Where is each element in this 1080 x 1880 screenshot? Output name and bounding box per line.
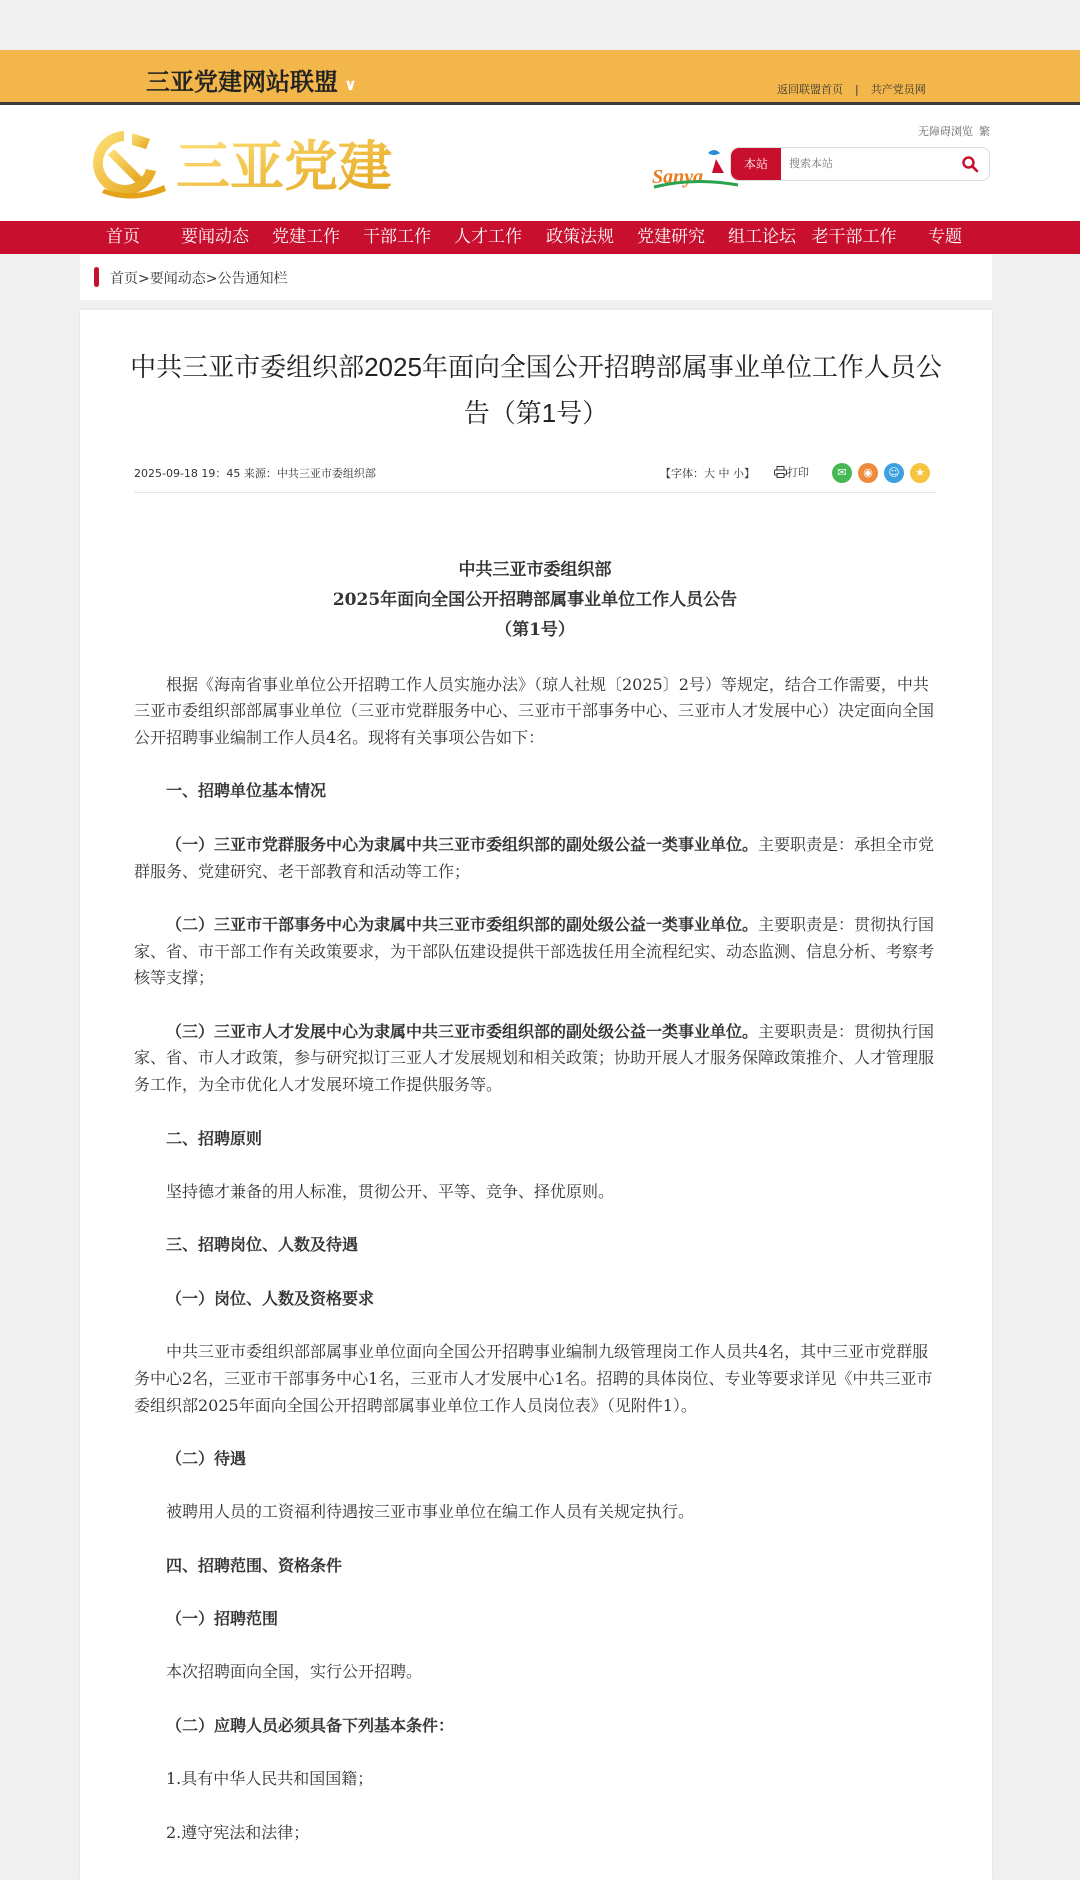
svg-text:三亚党建: 三亚党建 [176,134,392,198]
sanya-logo [650,145,742,191]
font-size-control[interactable]: 【字体：大 中 小】 [660,467,755,480]
article-heading-line: 中共三亚市委组织部 [458,560,612,580]
svg-text:Sanya: Sanya [652,166,704,188]
paragraph: 被聘用人员的工资福利待遇按三亚市事业单位在编工作人员有关规定执行。 [166,1502,695,1522]
nav-cadre-work[interactable]: 干部工作 [363,227,431,247]
traditional-chinese-link[interactable]: 繁 [979,125,990,138]
nav-talent-work[interactable]: 人才工作 [454,227,522,247]
breadcrumb-notices[interactable]: 公告通知栏 [217,271,288,287]
section-title: 一、招聘单位基本情况 [166,781,327,801]
print-button[interactable] [774,464,809,480]
intro-paragraph: 根据《海南省事业单位公开招聘工作人员实施办法》（琼人社规〔2025〕2号）等规定，结合工作需要，中共三亚市委组织部部属事业单位（三亚市党群服务中心、三亚市干部事务中心、三亚市人才发展中心）决定面向全国公开招聘事业编制工作人员4名。现将有关事项公告如下： [134,674,935,748]
paragraph-text: 主要职责是：承担全市党群服务、党建研究、老干部教育和活动等工作； [134,834,935,881]
list-item: 2.遵守宪法和法律； [166,1822,310,1842]
site-header [0,105,1080,221]
nav-home[interactable]: 首页 [106,227,140,247]
alliance-links [777,81,926,97]
section-title: 四、招聘范围、资格条件 [166,1555,343,1575]
alliance-title-dropdown[interactable] [146,62,357,97]
list-item: 1.具有中华人民共和国国籍； [166,1769,374,1789]
article-body [134,555,936,1846]
nav-news[interactable]: 要闻动态 [181,227,249,247]
qq-icon[interactable]: ☺ [884,463,904,483]
subsection-title: （一）招聘范围 [166,1609,279,1629]
weibo-icon[interactable]: ◉ [858,463,878,483]
paragraph: 中共三亚市委组织部部属事业单位面向全国公开招聘事业编制九级管理岗工作人员共4名，其中三亚市党群服务中心2名，三亚市干部事务中心1名，三亚市人才发展中心1名。招聘的具体岗位、专业等要求详见《中共三亚市委组织部2025年面向全国公开招聘部属事业单位工作人员岗位表》（见附件1）。 [134,1342,933,1415]
wechat-icon[interactable]: ✉ [832,463,852,483]
nav-party-building[interactable]: 党建工作 [272,227,340,247]
nav-research[interactable]: 党建研究 [637,227,705,247]
breadcrumb-marker [94,267,99,287]
paragraph [134,1019,936,1099]
paragraph-lead: （一）三亚市党群服务中心为隶属中共三亚市委组织部的副处级公益一类事业单位。 [166,834,759,854]
search-icon[interactable] [961,155,979,173]
article-title: 中共三亚市委组织部2025年面向全国公开招聘部属事业单位工作人员公告（第1号） [130,352,942,428]
party-emblem-icon [84,119,394,209]
nav-veteran-cadres[interactable]: 老干部工作 [811,227,897,247]
breadcrumb-home[interactable]: 首页 [110,271,138,287]
link-separator: | [855,83,859,96]
article-heading-line: 2025年面向全国公开招聘部属事业单位工作人员公告 [332,590,738,610]
article-card [80,310,992,1880]
nav-special[interactable]: 专题 [928,227,962,247]
paragraph: 本次招聘面向全国，实行公开招聘。 [166,1662,423,1682]
qzone-icon[interactable]: ★ [910,463,930,483]
party-member-net-link[interactable]: 共产党员网 [870,83,926,96]
search-box [730,147,990,181]
article-heading-line: （第1号） [495,620,575,640]
section-title: 三、招聘岗位、人数及待遇 [166,1235,359,1255]
search-scope-tab[interactable]: 本站 [731,148,781,180]
back-to-alliance-link[interactable]: 返回联盟首页 [777,83,843,96]
breadcrumb [80,254,992,300]
alliance-bar [0,50,1080,105]
paragraph [134,832,936,885]
print-label: 打印 [787,466,809,479]
subsection-title: （一）岗位、人数及资格要求 [166,1288,375,1308]
breadcrumb-trail [110,268,287,288]
paragraph-lead: （二）三亚市干部事务中心为隶属中共三亚市委组织部的副处级公益一类事业单位。 [166,914,759,934]
paragraph [134,912,936,992]
meta-divider [134,492,936,493]
share-buttons [832,462,936,483]
paragraph-text: 主要职责是：贯彻执行国家、省、市干部工作有关政策要求，为干部队伍建设提供干部选拔任用全流程纪实、动态监测、信息分析、考察考核等支撑； [134,914,935,988]
subsection-title: （二）应聘人员必须具备下列基本条件： [166,1715,455,1735]
nav-policy[interactable]: 政策法规 [546,227,614,247]
paragraph-lead: （三）三亚市人才发展中心为隶属中共三亚市委组织部的副处级公益一类事业单位。 [166,1021,759,1041]
section-title: 二、招聘原则 [166,1128,263,1148]
accessibility-link[interactable]: 无障碍浏览 [918,125,973,138]
search-input[interactable] [787,153,951,175]
main-nav [0,221,1080,254]
chevron-down-icon: ∨ [344,75,357,94]
site-logo[interactable] [84,119,394,209]
breadcrumb-news[interactable]: 要闻动态 [149,271,206,287]
paragraph-text: 主要职责是：贯彻执行国家、省、市人才政策，参与研究拟订三亚人才发展规划和相关政策；协助开展人才服务保障政策推介、人才管理服务工作，为全市优化人才发展环境工作提供服务等。 [134,1021,935,1095]
breadcrumb-separator: > [205,271,218,287]
alliance-title: 三亚党建网站联盟 [146,68,338,96]
breadcrumb-separator: > [138,271,150,287]
article-meta: 2025-09-18 19：45 来源：中共三亚市委组织部 [134,467,376,480]
accessibility-links [912,123,990,139]
paragraph: 坚持德才兼备的用人标准，贯彻公开、平等、竞争、择优原则。 [166,1181,615,1201]
printer-icon [774,466,787,478]
nav-forum[interactable]: 组工论坛 [728,227,796,247]
subsection-title: （二）待遇 [166,1448,247,1468]
